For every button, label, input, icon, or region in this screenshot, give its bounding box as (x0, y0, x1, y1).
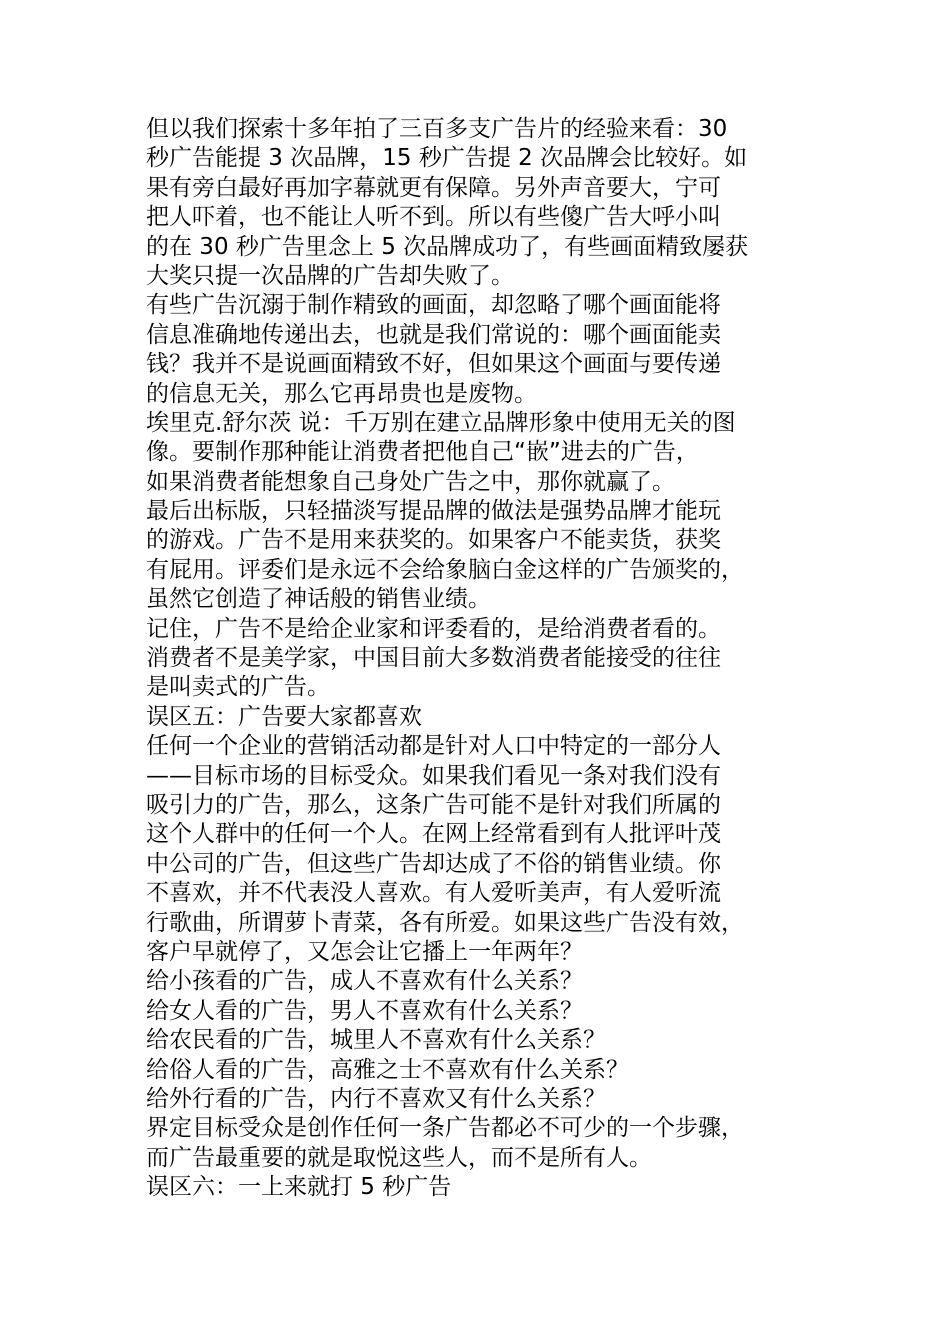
text-line: 误区六：一上来就打 5 秒广告 (146, 1174, 452, 1201)
text-line: 给女人看的广告，男人不喜欢有什么关系？ (146, 997, 583, 1024)
text-line: 秒广告能提 3 次品牌，15 秒广告提 2 次品牌会比较好。如 (146, 145, 748, 172)
text-line: 任何一个企业的营销活动都是针对人口中特定的一部分人 (146, 733, 721, 760)
text-line: ——目标市场的目标受众。如果我们看见一条对我们没有 (146, 762, 721, 789)
paragraph (146, 997, 818, 1026)
text-line: 不喜欢，并不代表没人喜欢。有人爱听美声，有人爱听流 (146, 880, 721, 907)
text-line: 给外行看的广告，内行不喜欢又有什么关系？ (146, 1085, 606, 1112)
paragraph (146, 291, 818, 409)
text-line: 而广告最重要的就是取悦这些人，而不是所有人。 (146, 1144, 652, 1171)
paragraph (146, 1026, 818, 1055)
paragraph (146, 967, 818, 996)
paragraph (146, 115, 818, 291)
paragraph (146, 409, 818, 497)
text-line: 有些广告沉溺于制作精致的画面，却忽略了哪个画面能将 (146, 292, 721, 319)
paragraph (146, 1085, 818, 1114)
paragraph (146, 732, 818, 967)
text-line: 中公司的广告，但这些广告却达成了不俗的销售业绩。你 (146, 850, 721, 877)
paragraph (146, 1114, 818, 1173)
text-line: 消费者不是美学家，中国目前大多数消费者能接受的往往 (146, 645, 721, 672)
text-line: 虽然它创造了神话般的销售业绩。 (146, 586, 491, 613)
text-line: 的信息无关，那么它再昂贵也是废物。 (146, 380, 537, 407)
paragraph (146, 1173, 818, 1202)
text-line: 的游戏。广告不是用来获奖的。如果客户不能卖货，获奖 (146, 527, 721, 554)
text-line: 给农民看的广告，城里人不喜欢有什么关系？ (146, 1027, 606, 1054)
text-line: 但以我们探索十多年拍了三百多支广告片的经验来看：30 (146, 116, 728, 142)
text-line: 界定目标受众是创作任何一条广告都必不可少的一个步骤， (146, 1115, 744, 1142)
paragraph (146, 497, 818, 615)
text-line: 果有旁白最好再加字幕就更有保障。另外声音要大，宁可 (146, 174, 721, 201)
text-line: 客户早就停了，又怎会让它播上一年两年？ (146, 938, 583, 965)
paragraph (146, 1056, 818, 1085)
text-line: 如果消费者能想象自己身处广告之中，那你就赢了。 (146, 468, 675, 495)
paragraph (146, 703, 818, 732)
text-line: 像。要制作那种能让消费者把他自己“嵌”进去的广告， (146, 439, 699, 466)
text-line: 信息准确地传递出去，也就是我们常说的：哪个画面能卖 (146, 321, 721, 348)
text-line: 行歌曲，所谓萝卜青菜，各有所爱。如果这些广告没有效， (146, 909, 744, 936)
text-line: 最后出标版，只轻描淡写提品牌的做法是强势品牌才能玩 (146, 498, 721, 525)
text-line: 大奖只提一次品牌的广告却失败了。 (146, 262, 514, 289)
text-line: 给俗人看的广告，高雅之士不喜欢有什么关系？ (146, 1056, 629, 1083)
text-line: 把人吓着，也不能让人听不到。所以有些傻广告大呼小叫 (146, 204, 721, 231)
text-line: 有屁用。评委们是永远不会给象脑白金这样的广告颁奖的， (146, 556, 744, 583)
text-line: 埃里克.舒尔茨 说：千万别在建立品牌形象中使用无关的图 (146, 409, 736, 436)
text-line: 钱？我并不是说画面精致不好，但如果这个画面与要传递 (146, 351, 721, 378)
document-body (146, 115, 818, 1202)
text-line: 给小孩看的广告，成人不喜欢有什么关系？ (146, 968, 583, 995)
text-line: 这个人群中的任何一个人。在网上经常看到有人批评叶茂 (146, 821, 721, 848)
paragraph (146, 615, 818, 703)
text-line: 是叫卖式的广告。 (146, 674, 330, 701)
text-line: 的在 30 秒广告里念上 5 次品牌成功了，有些画面精致屡获 (146, 233, 749, 260)
text-line: 记住，广告不是给企业家和评委看的，是给消费者看的。 (146, 615, 721, 642)
text-line: 误区五：广告要大家都喜欢 (146, 703, 422, 730)
text-line: 吸引力的广告，那么，这条广告可能不是针对我们所属的 (146, 791, 721, 818)
